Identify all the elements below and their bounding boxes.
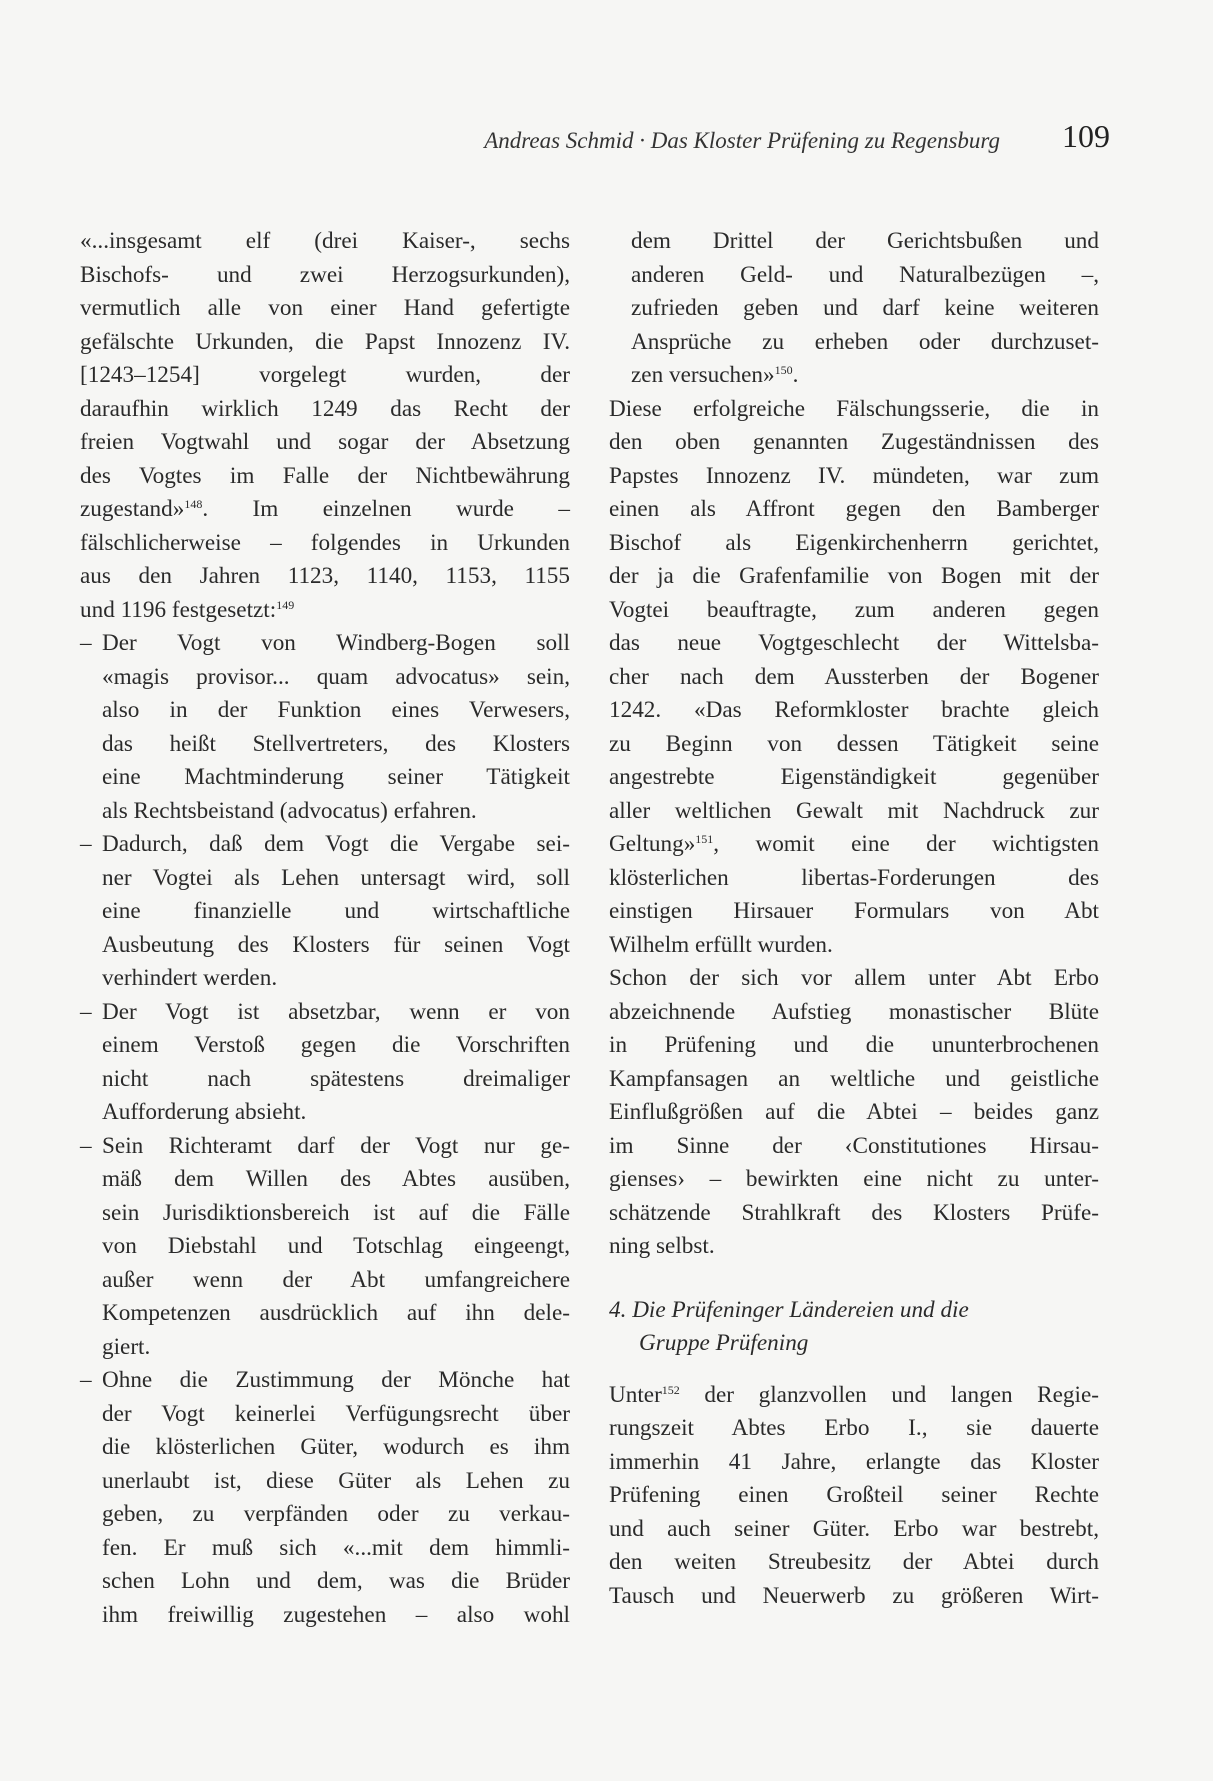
text-line: schen Lohn und dem, was die Brüder: [102, 1568, 570, 1594]
text-line: daraufhin wirklich 1249 das Recht der: [80, 395, 570, 422]
heading-line: 4. Die Prüfeninger Ländereien und die: [609, 1296, 969, 1323]
text-line: Bischof als Eigenkirchenherrn gerichtet,: [609, 529, 1099, 556]
text-line: verhindert werden.: [102, 965, 278, 991]
text-segment: zugestand»: [80, 496, 185, 522]
text-line: giert.: [102, 1333, 151, 1360]
text-line: sein Jurisdiktionsbereich ist auf die Fälle: [102, 1199, 570, 1226]
text-line: [80, 1130, 570, 1164]
text-line: «...insgesamt elf (drei Kaiser-, sechs: [80, 228, 570, 254]
text-line: einem Verstoß gegen die Vorschriften: [102, 1032, 570, 1058]
text-line: [80, 493, 570, 527]
list-dash: –: [80, 1132, 92, 1159]
list-dash: –: [80, 1367, 92, 1393]
text-line: den oben genannten Zugeständnissen des: [609, 429, 1099, 455]
right-column: [609, 225, 1099, 1613]
text-line: also in der Funktion eines Verwesers,: [102, 697, 570, 723]
text-line: [609, 359, 1099, 393]
text-line: einstigen Hirsauer Formulars von Abt: [609, 898, 1099, 924]
text-segment: Ohne die Zustimmung der Mönche hat: [102, 1367, 570, 1393]
text-line: immerhin 41 Jahre, erlangte das Kloster: [609, 1448, 1099, 1475]
footnote-marker: 150: [774, 363, 793, 377]
list-item: [80, 1130, 570, 1365]
text-line: eine finanzielle und wirtschaftliche: [102, 898, 570, 924]
list-dash: –: [80, 630, 92, 656]
text-line: unerlaubt ist, diese Güter als Lehen zu: [102, 1467, 570, 1494]
text-line: gefälschte Urkunden, die Papst Innozenz IV.: [80, 328, 570, 355]
text-line: und auch seiner Güter. Erbo war bestrebt,: [609, 1515, 1099, 1542]
footnote-marker: 149: [276, 597, 295, 612]
text-line: den weiten Streubesitz der Abtei durch: [609, 1549, 1099, 1575]
text-line: Papstes Innozenz IV. mündeten, war zum: [609, 462, 1099, 489]
text-segment: Dadurch, daß dem Vogt die Vergabe sei-: [102, 831, 570, 857]
footnote-marker: 148: [184, 497, 203, 511]
text-line: ning selbst.: [609, 1233, 715, 1259]
text-line: [609, 1379, 1099, 1413]
text-line: als Rechtsbeistand (advocatus) erfahren.: [102, 797, 477, 824]
text-line: zu Beginn von dessen Tätigkeit seine: [609, 730, 1099, 757]
text-line: [80, 627, 570, 661]
text-line: Kompetenzen ausdrücklich auf ihn dele-: [102, 1300, 570, 1326]
left-column: [80, 225, 570, 1632]
text-line: die klösterlichen Güter, wodurch es ihm: [102, 1434, 570, 1460]
text-line: eine Machtminderung seiner Tätigkeit: [102, 764, 570, 790]
text-line: Bischofs- und zwei Herzogsurkunden),: [80, 261, 570, 288]
text-line: Schon der sich vor allem unter Abt Erbo: [609, 965, 1099, 991]
text-line: anderen Geld- und Naturalbezügen –,: [631, 261, 1099, 288]
text-segment: Der Vogt von Windberg-Bogen soll: [102, 630, 570, 656]
page-number: 109: [1062, 118, 1110, 154]
list-item: [80, 627, 570, 828]
text-line: geben, zu verpfänden oder zu verkau-: [102, 1501, 570, 1527]
text-line: gienses› – bewirkten eine nicht zu unter-: [609, 1166, 1099, 1192]
text-line: im Sinne der ‹Constitutiones Hirsau-: [609, 1132, 1099, 1159]
text-segment: , womit eine der wichtigsten: [713, 831, 1099, 857]
text-line: der ja die Grafenfamilie von Bogen mit der: [609, 563, 1099, 589]
text-line: abzeichnende Aufstieg monastischer Blüte: [609, 998, 1099, 1025]
text-line: Ansprüche zu erheben oder durchzuset-: [631, 328, 1099, 355]
text-line: von Diebstahl und Totschlag eingeengt,: [102, 1233, 570, 1259]
text-line: [80, 1364, 570, 1398]
text-line: Einflußgrößen auf die Abtei – beides ganz: [609, 1099, 1099, 1125]
text-line: fälschlicherweise – folgendes in Urkunden: [80, 529, 570, 556]
text-segment: Unter: [609, 1381, 662, 1408]
text-line: ihm freiwillig zugestehen – also wohl: [102, 1601, 570, 1628]
text-line: rungszeit Abtes Erbo I., sie dauerte: [609, 1415, 1099, 1441]
text-segment: und 1196 festgesetzt:: [80, 596, 277, 623]
text-segment: . Im einzelnen wurde –: [202, 496, 570, 522]
text-line: [80, 828, 570, 862]
text-line: Wilhelm erfüllt wurden.: [609, 931, 833, 958]
text-segment: Der Vogt ist absetzbar, wenn er von: [102, 998, 570, 1025]
text-segment: .: [792, 362, 799, 388]
text-line: mäß dem Willen des Abtes ausüben,: [102, 1166, 570, 1192]
text-line: aller weltlichen Gewalt mit Nachdruck zur: [609, 797, 1099, 824]
list-item: [80, 996, 570, 1130]
text-line: Tausch und Neuerwerb zu größeren Wirt-: [609, 1582, 1099, 1609]
text-line: das neue Vogtgeschlecht der Wittelsba-: [609, 630, 1099, 656]
running-title: Andreas Schmid · Das Kloster Prüfening zu Regensburg: [484, 128, 1000, 153]
text-line: Ausbeutung des Klosters für seinen Vogt: [102, 931, 570, 958]
text-line: klösterlichen libertas-Forderungen des: [609, 864, 1099, 891]
text-line: das heißt Stellvertreters, des Klosters: [102, 730, 570, 757]
text-line: cher nach dem Aussterben der Bogener: [609, 663, 1099, 690]
text-line: dem Drittel der Gerichtsbußen und: [631, 228, 1099, 254]
text-line: ner Vogtei als Lehen untersagt wird, soll: [102, 864, 570, 891]
text-line: angestrebte Eigenständigkeit gegenüber: [609, 764, 1099, 790]
text-line: aus den Jahren 1123, 1140, 1153, 1155: [80, 563, 570, 589]
list-item: [80, 1364, 570, 1632]
text-line: [1243–1254] vorgelegt wurden, der: [80, 362, 570, 388]
text-line: Prüfening einen Großteil seiner Rechte: [609, 1482, 1099, 1508]
text-segment: zen versuchen»: [631, 362, 775, 388]
section-heading: [609, 1294, 1099, 1361]
text-line: freien Vogtwahl und sogar der Absetzung: [80, 429, 570, 455]
text-line: [80, 594, 570, 628]
text-line: vermutlich alle von einer Hand gefertigte: [80, 295, 570, 321]
text-line: einen als Affront gegen den Bamberger: [609, 496, 1099, 522]
text-line: der Vogt keinerlei Verfügungsrecht über: [102, 1400, 570, 1427]
text-line: «magis provisor... quam advocatus» sein,: [102, 663, 570, 690]
text-segment: Sein Richteramt darf der Vogt nur ge-: [102, 1132, 570, 1159]
list-dash: –: [80, 998, 92, 1025]
text-line: in Prüfening und die ununterbrochenen: [609, 1032, 1099, 1058]
text-line: Aufforderung absieht.: [102, 1099, 307, 1125]
text-line: des Vogtes im Falle der Nichtbewährung: [80, 462, 570, 489]
text-line: 1242. «Das Reformkloster brachte gleich: [609, 697, 1099, 723]
footnote-marker: 152: [661, 1382, 680, 1397]
text-line: Kampfansagen an weltliche und geistliche: [609, 1065, 1099, 1092]
text-line: [80, 996, 570, 1030]
text-segment: Geltung»: [609, 831, 696, 857]
list-dash: –: [80, 831, 92, 857]
text-line: nicht nach spätestens dreimaliger: [102, 1065, 570, 1092]
text-line: Vogtei beauftragte, zum anderen gegen: [609, 596, 1099, 623]
list-item: [80, 828, 570, 996]
text-line: [609, 828, 1099, 862]
text-line: fen. Er muß sich «...mit dem himmli-: [102, 1534, 570, 1561]
text-line: zufrieden geben und darf keine weiteren: [631, 295, 1099, 321]
heading-line: Gruppe Prüfening: [639, 1330, 809, 1356]
footnote-marker: 151: [695, 832, 714, 846]
text-line: schätzende Strahlkraft des Klosters Prüfe-: [609, 1199, 1099, 1226]
text-line: Diese erfolgreiche Fälschungsserie, die in: [609, 395, 1099, 422]
text-segment: der glanzvollen und langen Regie-: [679, 1381, 1099, 1408]
text-line: außer wenn der Abt umfangreichere: [102, 1266, 570, 1293]
